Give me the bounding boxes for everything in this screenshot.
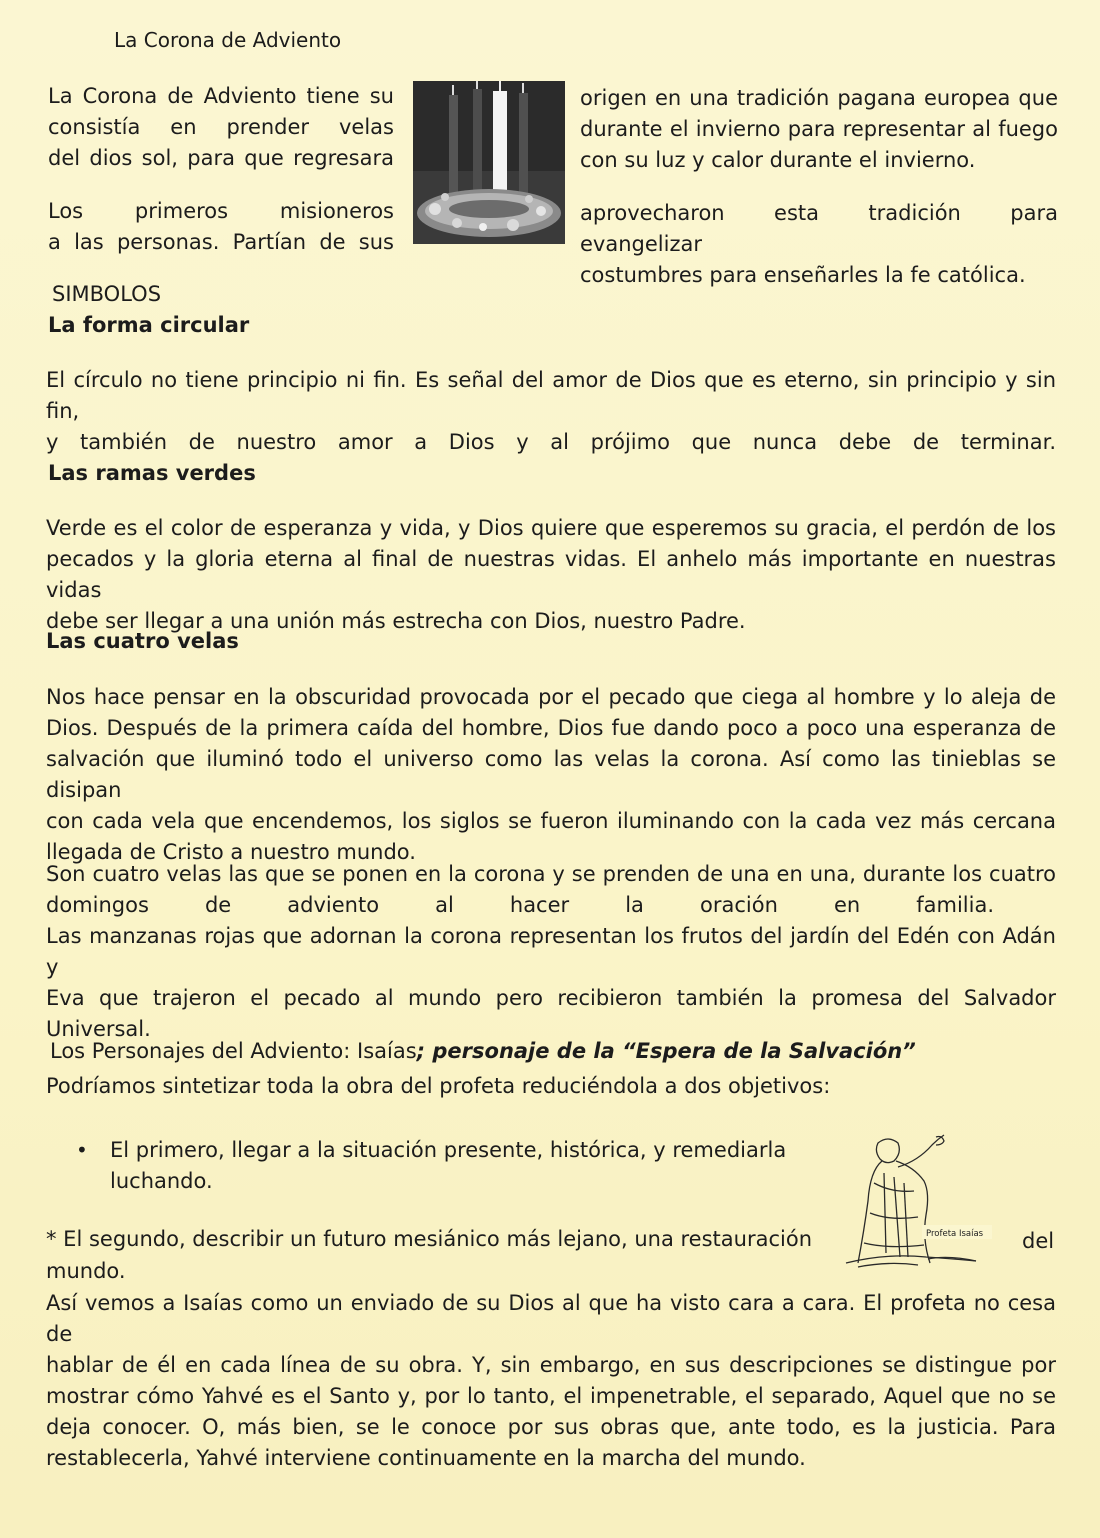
text-line: hablar de él en cada línea de su obra. Y, sin embargo, en sus descripciones se distingue por [46, 1353, 1056, 1377]
text-line: Dios. Después de la primera caída del hombre, Dios fue dando poco a poco una esperanza de [46, 716, 1056, 740]
text-line: origen en una tradición pagana europea que [580, 86, 1058, 110]
section-candles-text-2 [46, 859, 1056, 1045]
second-objective-end: del [1022, 1229, 1055, 1253]
text-line: salvación que iluminó todo el universo como las velas la corona. Así como las tinieblas se disipan [46, 747, 1056, 802]
section-candles-text [46, 682, 1056, 868]
second-objective-cont: mundo. [46, 1259, 126, 1283]
text-line: durante el invierno para representar al fuego [580, 117, 1058, 141]
closing-paragraph [46, 1288, 1056, 1474]
text-line: pecados y la gloria eterna al final de nuestras vidas. El anhelo más importante en nuestras vidas [46, 547, 1056, 602]
intro-left-block-1 [48, 81, 394, 174]
personajes-heading-plain: Los Personajes del Adviento: Isaías [50, 1039, 417, 1063]
prophet-caption: Profeta Isaías [926, 1229, 984, 1239]
section-branches-text [46, 513, 1056, 637]
text-line: con su luz y calor durante el invierno. [580, 148, 976, 172]
text-line: llegada de Cristo a nuestro mundo. [46, 840, 416, 864]
intro-left-block-2 [48, 196, 394, 258]
text-line: Verde es el color de esperanza y vida, y Dios quiere que esperemos su gracia, el perdón de los [46, 516, 1056, 540]
personajes-heading-emphasis: ; personaje de la “Espera de la Salvación” [416, 1039, 916, 1063]
text-line: y también de nuestro amor a Dios y al prójimo que nunca debe de terminar. [46, 430, 1056, 454]
text-line: Así vemos a Isaías como un enviado de su Dios al que ha visto cara a cara. El profeta no cesa de [46, 1291, 1056, 1346]
text-line: Son cuatro velas las que se ponen en la corona y se prenden de una en una, durante los cuatro [46, 862, 1056, 886]
section-heading-branches: Las ramas verdes [48, 461, 256, 485]
text-line: aprovecharon esta tradición para evangelizar [580, 201, 1058, 256]
text-line: con cada vela que encendemos, los siglos se fueron iluminando con la cada vez más cercana [46, 809, 1056, 833]
text-line: Los primeros misioneros [48, 199, 394, 223]
text-line: a las personas. Partían de sus [48, 230, 394, 254]
text-line: Las manzanas rojas que adornan la corona representan los frutos del jardín del Edén con Adán y [46, 924, 1056, 979]
prophet-isaiah-image [838, 1133, 998, 1273]
text-line: deja conocer. O, más bien, se le conoce por sus obras que, ante todo, es la justicia. Para [46, 1415, 1056, 1439]
text-line: El círculo no tiene principio ni fin. Es señal del amor de Dios que es eterno, sin principio y sin fin, [46, 368, 1056, 423]
text-line: La Corona de Adviento tiene su [48, 84, 394, 108]
text-line: consistía en prender velas [48, 115, 394, 139]
bullet-text [110, 1135, 790, 1197]
intro-right-block-1 [580, 83, 1058, 176]
symbols-label: SIMBOLOS [52, 282, 162, 306]
advent-wreath-image [413, 81, 565, 244]
text-line: mostrar cómo Yahvé es el Santo y, por lo tanto, el impenetrable, el separado, Aquel que no se [46, 1384, 1056, 1408]
text-line: restablecerla, Yahvé interviene continuamente en la marcha del mundo. [46, 1446, 806, 1470]
intro-right-block-2 [580, 198, 1058, 291]
text-line: Eva que trajeron el pecado al mundo pero recibieron también la promesa del Salvador [46, 986, 1056, 1010]
section-circle-text [46, 365, 1056, 458]
text-line: El primero, llegar a la situación presente, histórica, y remediarla [110, 1138, 787, 1162]
text-line: del dios sol, para que regresara [48, 146, 394, 170]
text-line: Universal. [46, 1017, 151, 1041]
text-line: costumbres para enseñarles la fe católica. [580, 263, 1026, 287]
text-line: debe ser llegar a una unión más estrecha con Dios, nuestro Padre. [46, 609, 746, 633]
text-line: domingos de adviento al hacer la oración en familia. [46, 893, 994, 917]
section-heading-circle: La forma circular [48, 313, 250, 337]
section-heading-candles: Las cuatro velas [46, 629, 239, 653]
second-objective-line: * El segundo, describir un futuro mesiánico más lejano, una restauración [46, 1227, 812, 1251]
personajes-intro: Podríamos sintetizar toda la obra del profeta reduciéndola a dos objetivos: [46, 1074, 831, 1098]
text-line: luchando. [110, 1169, 213, 1193]
bullet-dot: • [76, 1138, 88, 1162]
personajes-heading [50, 1036, 916, 1067]
document-title: La Corona de Adviento [114, 28, 342, 52]
text-line: Nos hace pensar en la obscuridad provocada por el pecado que ciega al hombre y lo aleja de [46, 685, 1056, 709]
